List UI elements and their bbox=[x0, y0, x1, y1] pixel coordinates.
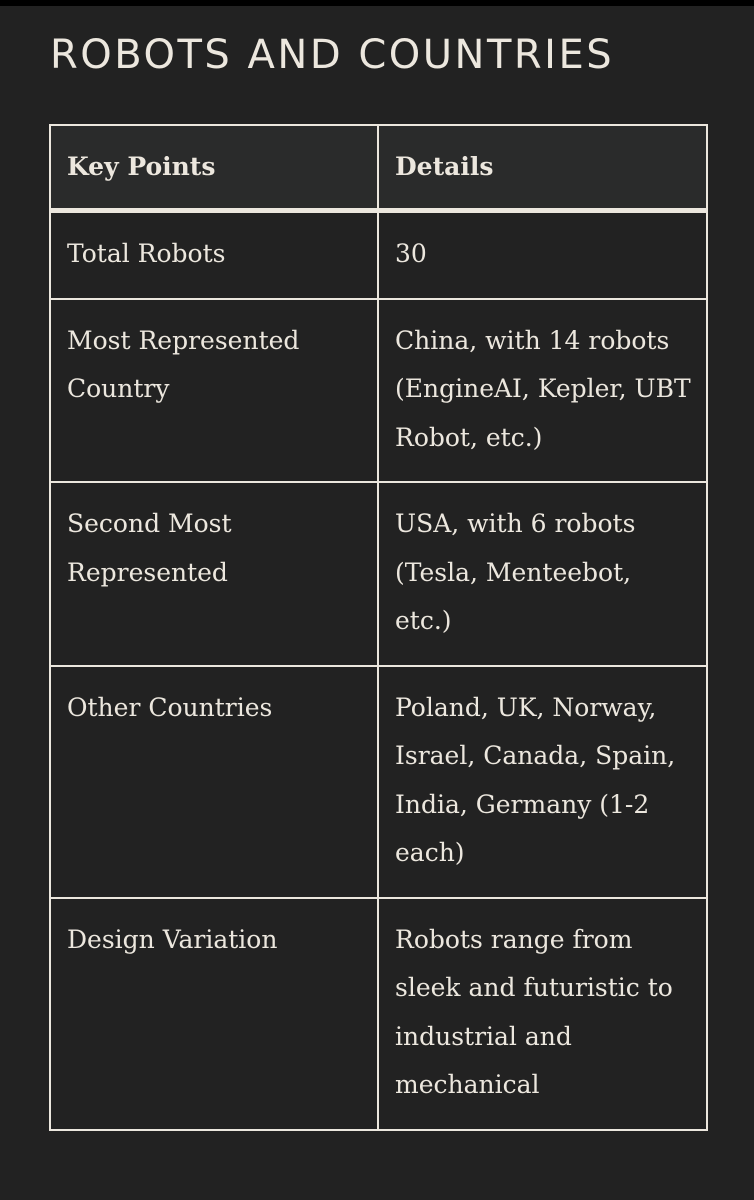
key-points-table bbox=[49, 124, 708, 1131]
table-row bbox=[50, 666, 707, 898]
key-cell: Total Robots bbox=[50, 211, 378, 299]
detail-cell: China, with 14 robots (EngineAI, Kepler, UBT Robot, etc.) bbox=[378, 299, 707, 483]
key-cell: Other Countries bbox=[50, 666, 378, 898]
key-cell: Design Variation bbox=[50, 898, 378, 1130]
page-title: ROBOTS AND COUNTRIES bbox=[50, 32, 615, 78]
detail-cell: Robots range from sleek and futuristic to industrial and mechanical bbox=[378, 898, 707, 1130]
column-header-key-points: Key Points bbox=[50, 125, 378, 211]
detail-cell: Poland, UK, Norway, Israel, Canada, Spain, India, Germany (1-2 each) bbox=[378, 666, 707, 898]
table-row bbox=[50, 482, 707, 666]
table-row bbox=[50, 211, 707, 299]
top-bar bbox=[0, 0, 754, 6]
table-row bbox=[50, 898, 707, 1130]
table-header-row bbox=[50, 125, 707, 211]
key-cell: Second Most Represented bbox=[50, 482, 378, 666]
column-header-details: Details bbox=[378, 125, 707, 211]
key-cell: Most Represented Country bbox=[50, 299, 378, 483]
table-row bbox=[50, 299, 707, 483]
detail-cell: USA, with 6 robots (Tesla, Menteebot, etc.) bbox=[378, 482, 707, 666]
detail-cell: 30 bbox=[378, 211, 707, 299]
